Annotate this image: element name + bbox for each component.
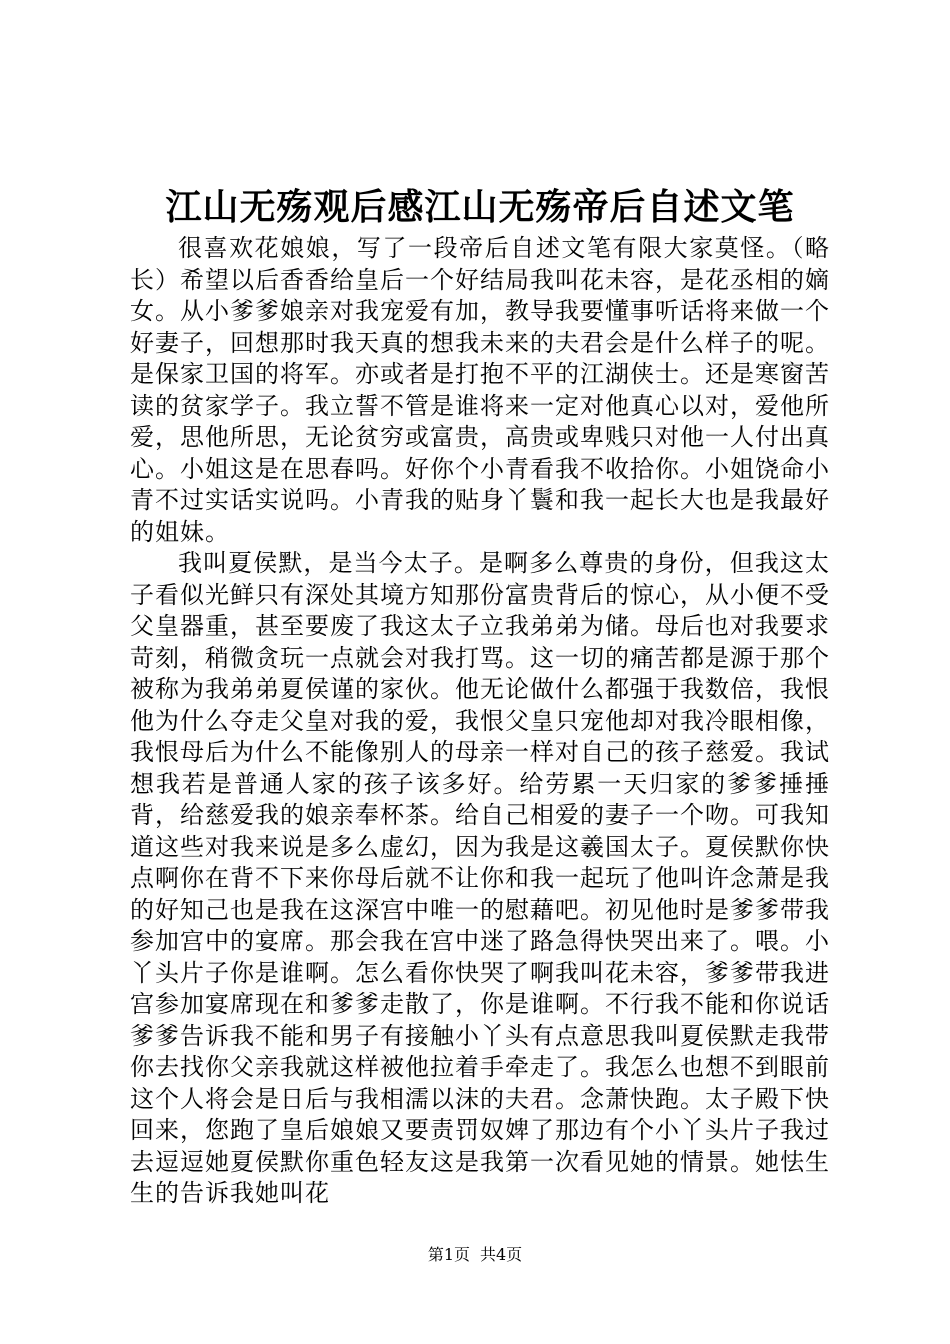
paragraph-1: 很喜欢花娘娘，写了一段帝后自述文笔有限大家莫怪。（略长）希望以后香香给皇后一个好结局我叫花未容，是花丞相的嫡女。从小爹爹娘亲对我宠爱有加，教导我要懂事听话将来做一个好妻子，回想那时我天真的想我未来的夫君会是什么样子的呢。是保家卫国的将军。亦或者是打抱不平的江湖侠士。还是寒窗苦读的贫家学子。我立誓不管是谁将来一定对他真心以对，爱他所爱，思他所思，无论贫穷或富贵，高贵或卑贱只对他一人付出真心。小姐这是在思春吗。好你个小青看我不收拾你。小姐饶命小青不过实话实说吗。小青我的贴身丫鬟和我一起长大也是我最好的姐妹。	[130, 234, 830, 546]
document-title: 江山无殇观后感江山无殇帝后自述文笔	[165, 187, 795, 228]
page-total: 共4页	[480, 1245, 523, 1264]
page-number: 第1页	[427, 1245, 470, 1264]
paragraph-2: 我叫夏侯默，是当今太子。是啊多么尊贵的身份，但我这太子看似光鲜只有深处其境方知那份富贵背后的惊心，从小便不受父皇器重，甚至要废了我这太子立我弟弟为储。母后也对我要求苛刻，稍微贪玩一点就会对我打骂。这一切的痛苦都是源于那个被称为我弟弟夏侯谨的家伙。他无论做什么都强于我数倍，我恨他为什么夺走父皇对我的爱，我恨父皇只宠他却对我冷眼相像，我恨母后为什么不能像别人的母亲一样对自己的孩子慈爱。我试想我若是普通人家的孩子该多好。给劳累一天归家的爹爹捶捶背，给慈爱我的娘亲奉杯茶。给自己相爱的妻子一个吻。可我知道这些对我来说是多么虚幻，因为我是这羲国太子。夏侯默你快点啊你在背不下来你母后就不让你和我一起玩了他叫许念萧是我的好知己也是我在这深宫中唯一的慰藉吧。初见他时是爹爹带我参加宫中的宴席。那会我在宫中迷了路急得快哭出来了。喂。小丫头片子你是谁啊。怎么看你快哭了啊我叫花未容，爹爹带我进宫参加宴席现在和爹爹走散了，你是谁啊。不行我不能和你说话爹爹告诉我不能和男子有接触小丫头有点意思我叫夏侯默走我带你去找你父亲我就这样被他拉着手牵走了。我怎么也想不到眼前这个人将会是日后与我相濡以沫的夫君。念萧快跑。太子殿下快回来，您跑了皇后娘娘又要责罚奴婢了那边有个小丫头片子我过去逗逗她夏侯默你重色轻友这是我第一次看见她的情景。她怯生生的告诉我她叫花	[130, 549, 830, 1207]
page-footer	[0, 1244, 950, 1266]
document-body	[130, 233, 830, 1210]
